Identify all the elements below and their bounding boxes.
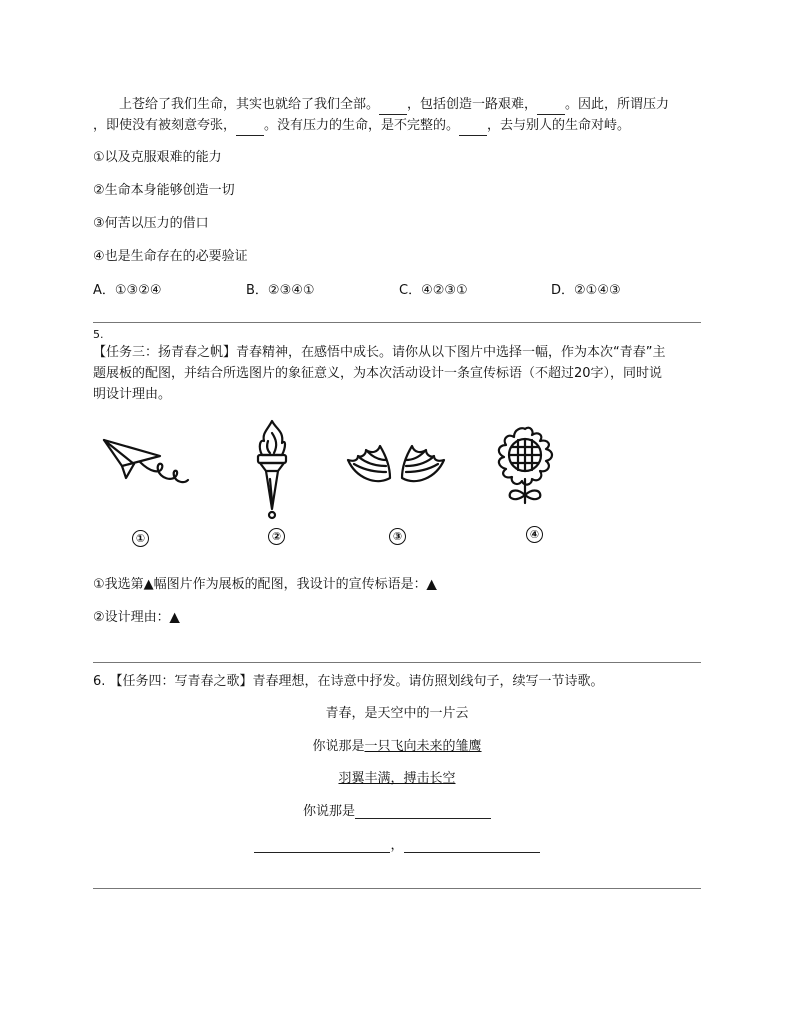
q4-passage: [93, 94, 703, 136]
answer-mark[interactable]: ▲: [169, 610, 180, 625]
q4-item-4: ④也是生命存在的必要验证: [93, 249, 248, 264]
q5-answer-1-suffix: 幅图片作为展板的配图，我设计的宣传标语是：: [153, 577, 427, 592]
q4-choice-c[interactable]: C．④②③①: [399, 283, 468, 298]
poem-line-2-underlined: 一只飞向未来的雏鹰: [364, 739, 482, 754]
q5-prompt-line-2: 题展板的配图，并结合所选图片的象征意义，为本次活动设计一条宣传标语（不超过20字），同时说: [93, 366, 663, 381]
poem-line-2: [93, 735, 701, 754]
q5-answer-1: [93, 573, 437, 592]
q4-passage-text-3: 。因此，所谓压力: [565, 97, 670, 112]
poem-line-3-underlined: 羽翼丰满，搏击长空: [338, 771, 456, 786]
poem-line-4: [93, 800, 701, 819]
q4-item-1: ①以及克服艰难的能力: [93, 150, 222, 165]
q4-passage-text-2: ，包括创造一路艰难，: [407, 97, 538, 112]
q5-answer-1-prefix: ①我选第: [93, 577, 144, 592]
q4-item-3: ③何苦以压力的借口: [93, 216, 209, 231]
q5-answer-2: [93, 606, 180, 625]
q5-number: 5.: [93, 328, 104, 341]
answer-mark[interactable]: ▲: [143, 577, 154, 592]
q5-label-1: ①: [132, 530, 149, 547]
q4-blank-1[interactable]: [379, 101, 407, 115]
q4-item-2: ②生命本身能够创造一切: [93, 183, 235, 198]
poem-blank-2[interactable]: [254, 839, 390, 853]
poem-line-2-prefix: 你说那是: [312, 739, 365, 754]
q4-passage-text-5: 。没有压力的生命，是不完整的。: [264, 118, 460, 133]
divider: [93, 662, 701, 663]
q5-label-3: ③: [389, 528, 406, 545]
q6-prompt: 6. 【任务四：写青春之歌】青春理想，在诗意中抒发。请仿照划线句子，续写一节诗歌。: [93, 674, 604, 689]
divider: [93, 322, 701, 323]
q4-blank-4[interactable]: [459, 122, 487, 136]
q4-blank-3[interactable]: [236, 122, 264, 136]
torch-icon: [252, 417, 292, 521]
q5-prompt: [93, 342, 703, 405]
paper-plane-icon: [100, 436, 190, 488]
q5-prompt-line-3: 明设计理由。: [93, 387, 172, 402]
poem-comma: ，: [390, 838, 404, 853]
answer-mark[interactable]: ▲: [426, 577, 437, 592]
q4-passage-text-6: ，去与别人的生命对峙。: [487, 118, 631, 133]
poem-line-4-prefix: 你说那是: [302, 804, 355, 819]
wings-icon: [344, 438, 448, 490]
q4-blank-2[interactable]: [537, 101, 565, 115]
q5-label-4: ④: [526, 526, 543, 543]
divider: [93, 888, 701, 889]
q5-prompt-line-1: 【任务三：扬青春之帆】青春精神，在感悟中成长。请你从以下图片中选择一幅，作为本次“青春”主: [93, 345, 666, 360]
q4-choice-d[interactable]: D．②①④③: [551, 283, 621, 298]
q5-answer-2-prefix: ②设计理由：: [93, 610, 170, 625]
poem-line-5: [93, 834, 701, 853]
q4-choice-a[interactable]: A．①③②④: [93, 283, 162, 298]
poem-line-3: [93, 767, 701, 786]
q4-passage-text-4: ，即使没有被刻意夸张，: [93, 118, 237, 133]
poem-blank-3[interactable]: [404, 839, 540, 853]
sunflower-icon: [490, 425, 560, 507]
poem-blank-1[interactable]: [355, 805, 491, 819]
q4-passage-text-1: 上苍给了我们生命，其实也就给了我们全部。: [119, 97, 380, 112]
poem-line-1: 青春，是天空中的一片云: [325, 706, 469, 721]
q4-choice-b[interactable]: B．②③④①: [246, 283, 315, 298]
q5-label-2: ②: [268, 528, 285, 545]
